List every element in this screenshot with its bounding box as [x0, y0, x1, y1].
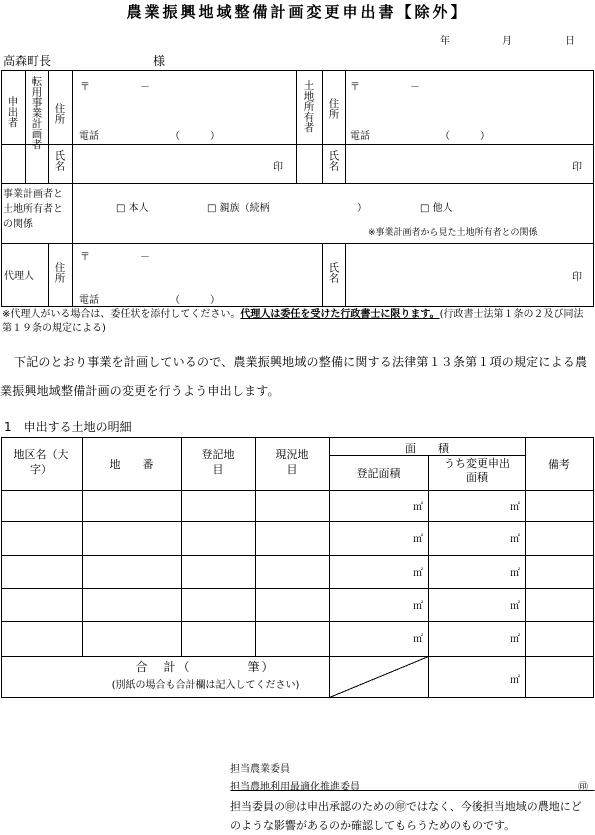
total-label: 合 計（ 筆）	[135, 660, 276, 674]
applicant-outer-label: 申出者	[6, 96, 19, 128]
header-district: 地区名（大 字）	[13, 448, 69, 476]
agent-postal-mark: 〒	[80, 252, 90, 263]
phone-label-1: 電話	[79, 131, 99, 142]
total-note: (別紙の場合も合計欄は記入してください)	[111, 680, 300, 691]
phone-label-2: 電話	[350, 131, 370, 142]
agent-name-label: 氏名	[327, 262, 340, 283]
relation-label: 事業計画者と土地所有者との関係	[3, 189, 63, 230]
phone-parens-1: （ ）	[170, 131, 220, 142]
applicant-type-label-2: 土地所有者	[302, 80, 315, 133]
header-lot: 地 番	[109, 458, 154, 471]
body-paragraph: 下記のとおり事業を計画しているので、農業振興地域の整備に関する法律第１３条第１項の規定による農業振興地域整備計画の変更を行うよう申出します。	[0, 355, 588, 398]
committee-seal-mark: ㊞	[578, 782, 588, 793]
postal-mark-2: 〒	[350, 82, 360, 93]
postal-dash-1: －	[140, 82, 150, 93]
phone-parens-2: （ ）	[440, 131, 490, 142]
total-unit: ㎡	[510, 675, 520, 686]
section-heading: 1 申出する土地の明細	[4, 420, 132, 434]
header-area: 面 積	[405, 442, 449, 455]
date-year: 年	[440, 36, 450, 47]
header-remarks: 備考	[548, 458, 570, 471]
notice-suffix: (行政書士法第１条の２及び同法第１９条の規定による)	[2, 309, 584, 334]
notice-emphasis: 代理人は委任を受けた行政書士に限ります。	[240, 309, 440, 320]
postal-dash-2: －	[410, 82, 420, 93]
relation-note: ※事業計画者から見た土地所有者との関係	[368, 228, 538, 238]
address-label-2: 住所	[327, 98, 340, 119]
agent-phone-label: 電話	[79, 295, 99, 306]
agent-notice	[2, 308, 592, 336]
change-area-unit: ㎡	[510, 634, 520, 645]
registered-area-unit: ㎡	[413, 634, 423, 645]
change-area-unit: ㎡	[510, 568, 520, 579]
document-title: 農業振興地域整備計画変更申出書【除外】	[126, 3, 469, 21]
agent-address-label: 住所	[53, 262, 66, 283]
relation-close-paren: ）	[357, 203, 367, 214]
change-area-unit: ㎡	[510, 502, 520, 513]
notice-prefix: ※代理人がいる場合は、委任状を添付してください。	[2, 309, 241, 320]
change-area-unit: ㎡	[510, 601, 520, 612]
name-label-1: 氏名	[53, 150, 66, 171]
registered-area-unit: ㎡	[413, 502, 423, 513]
header-registered-area: 登記面積	[356, 467, 401, 480]
agent-postal-dash: －	[140, 252, 150, 263]
header-registered-category: 登記地目	[201, 448, 235, 476]
applicant-type-label-1: 転用事業計画者	[30, 76, 43, 150]
registered-area-unit: ㎡	[413, 534, 423, 545]
relation-option-other[interactable]: □ 他人	[420, 203, 453, 214]
seal-mark-2: 印	[572, 162, 582, 173]
agent-phone-parens: （ ）	[170, 295, 220, 306]
change-area-unit: ㎡	[510, 534, 520, 545]
committee-note: 担当委員の㊞は申出承認のための㊞ではなく、今後担当地域の農地にどのような影響があるのか確認してもらうためのものです。	[230, 800, 582, 832]
name-label-2: 氏名	[327, 150, 340, 171]
addressee-honorific: 様	[153, 54, 166, 68]
relation-option-self[interactable]: □ 本人	[116, 203, 149, 214]
header-change-area: うち変更申出面積	[444, 457, 510, 484]
committee-member-label: 担当農業委員	[230, 764, 290, 775]
registered-area-unit: ㎡	[413, 601, 423, 612]
address-label-1: 住所	[53, 103, 66, 124]
header-current-category: 現況地目	[275, 448, 309, 476]
agent-label: 代理人	[4, 271, 34, 282]
agent-seal-mark: 印	[572, 272, 582, 283]
committee-promoter-label: 担当農地利用最適化推進委員	[230, 782, 360, 793]
addressee-name: 高森町長	[3, 54, 52, 68]
date-day: 日	[565, 36, 575, 47]
postal-mark-1: 〒	[80, 82, 90, 93]
registered-area-unit: ㎡	[413, 568, 423, 579]
relation-option-relative[interactable]: □ 親族（続柄	[207, 203, 270, 214]
date-month: 月	[502, 36, 512, 47]
seal-mark-1: 印	[273, 162, 283, 173]
